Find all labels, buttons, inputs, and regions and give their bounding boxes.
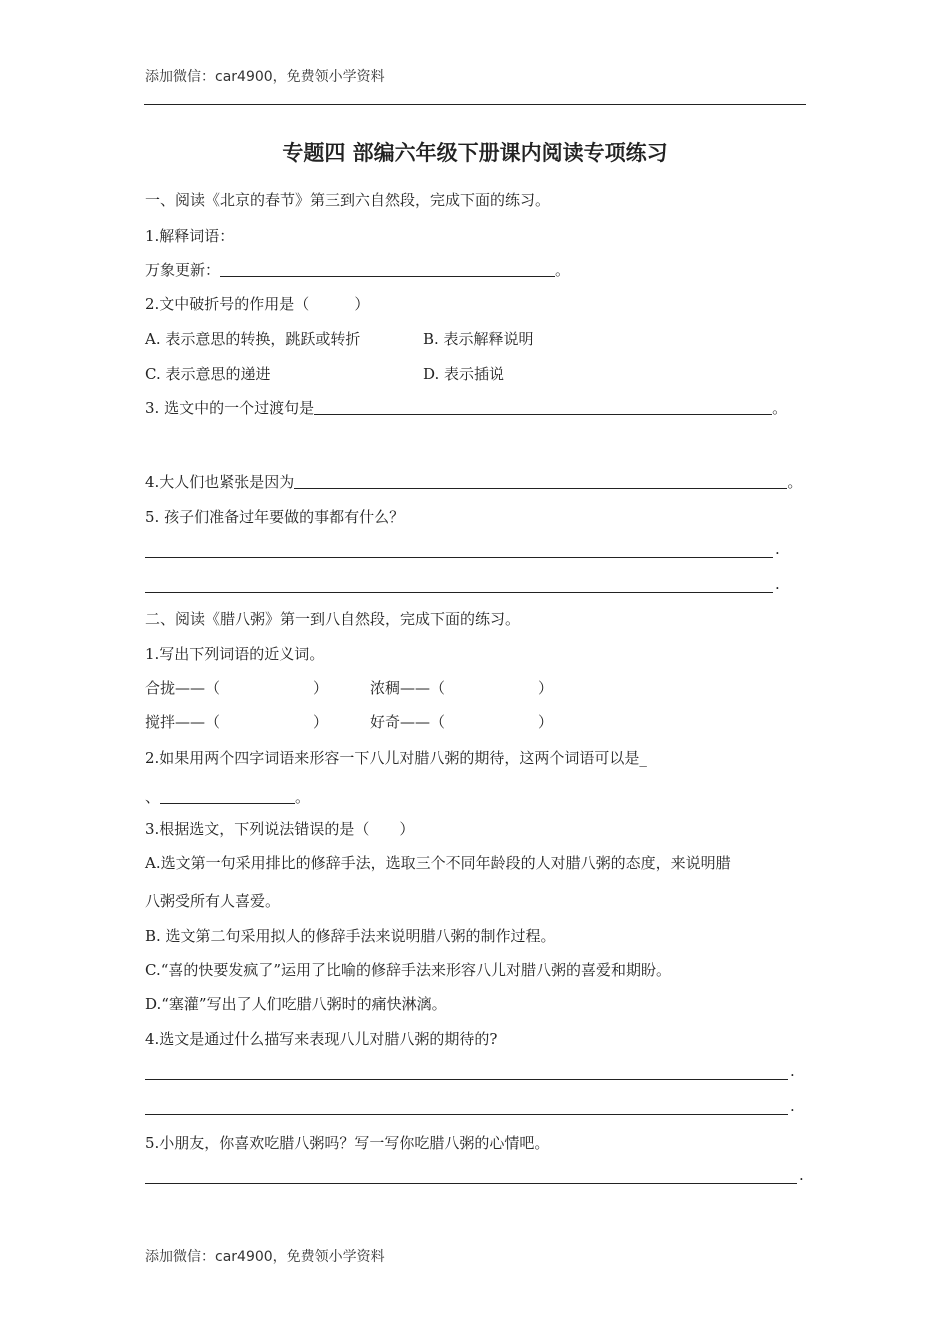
part1-q2-option-c: C. 表示意思的递进 <box>145 365 271 383</box>
line-end-dot: . <box>790 1097 795 1115</box>
part1-q2-option-d: D. 表示插说 <box>423 365 505 383</box>
part1-q4-line <box>145 472 802 492</box>
answer-blank[interactable] <box>314 399 772 415</box>
period: 。 <box>295 788 311 806</box>
answer-line[interactable] <box>145 1183 797 1184</box>
part2-q3-option-d: D.“塞灌”写出了人们吃腊八粥时的痛快淋漓。 <box>145 995 447 1013</box>
part2-q5: 5.小朋友，你喜欢吃腊八粥吗？写一写你吃腊八粥的心情吧。 <box>145 1134 550 1152</box>
answer-blank[interactable] <box>160 788 295 804</box>
part1-q1-line <box>145 260 570 280</box>
period: 。 <box>787 473 803 491</box>
part2-q2: 2.如果用两个四字词语来形容一下八儿对腊八粥的期待，这两个词语可以是_ <box>145 749 647 767</box>
part2-q3-option-a-cont: 八粥受所有人喜爱。 <box>145 892 281 910</box>
part1-q1: 1.解释词语： <box>145 227 235 245</box>
part1-q2-option-a: A. 表示意思的转换，跳跃或转折 <box>145 330 361 348</box>
header-note: 添加微信：car4900，免费领小学资料 <box>145 69 385 85</box>
answer-blank[interactable] <box>220 261 555 277</box>
line-end-dot: . <box>799 1166 804 1184</box>
bracket-close: ） <box>538 679 554 697</box>
part1-q1-word: 万象更新： <box>145 261 221 279</box>
part2-q2-line <box>145 787 310 807</box>
bracket-close: ） <box>313 679 329 697</box>
part2-q3-option-b: B. 选文第二句采用拟人的修辞手法来说明腊八粥的制作过程。 <box>145 927 556 945</box>
part1-q3: 3. 选文中的一个过渡句是 <box>145 399 315 417</box>
answer-line[interactable] <box>145 1114 788 1115</box>
line-end-dot: . <box>775 540 780 558</box>
part2-q1-word3: 搅拌——（ <box>145 713 221 731</box>
part2-q3-option-a: A.选文第一句采用排比的修辞手法，选取三个不同年龄段的人对腊八粥的态度，来说明腊 <box>145 854 731 872</box>
part2-heading: 二、阅读《腊八粥》第一到八自然段，完成下面的练习。 <box>145 610 521 628</box>
part1-q3-line <box>145 398 787 418</box>
part1-q2-option-b: B. 表示解释说明 <box>423 330 534 348</box>
period: 。 <box>555 261 571 279</box>
page-title: 专题四 部编六年级下册课内阅读专项练习 <box>282 141 668 165</box>
footer-note: 添加微信：car4900，免费领小学资料 <box>145 1249 385 1265</box>
answer-line[interactable] <box>145 1079 788 1080</box>
part1-heading: 一、阅读《北京的春节》第三到六自然段，完成下面的练习。 <box>145 191 551 209</box>
part1-q5: 5. 孩子们准备过年要做的事都有什么？ <box>145 508 405 526</box>
bracket-close: ） <box>538 713 554 731</box>
part2-q1-word4: 好奇——（ <box>370 713 446 731</box>
part2-q3: 3.根据选文，下列说法错误的是（ ） <box>145 820 415 838</box>
part1-q4: 4.大人们也紧张是因为 <box>145 473 295 491</box>
part2-q1-word2: 浓稠——（ <box>370 679 446 697</box>
part2-q1: 1.写出下列词语的近义词。 <box>145 645 325 663</box>
separator: 、 <box>145 788 161 806</box>
bracket-close: ） <box>313 713 329 731</box>
part2-q1-word1: 合拢——（ <box>145 679 221 697</box>
answer-blank[interactable] <box>294 473 787 489</box>
part2-q4: 4.选文是通过什么描写来表现八儿对腊八粥的期待的? <box>145 1030 498 1048</box>
answer-line[interactable] <box>145 592 773 593</box>
part1-q2: 2.文中破折号的作用是（ ） <box>145 295 370 313</box>
line-end-dot: . <box>775 575 780 593</box>
line-end-dot: . <box>790 1062 795 1080</box>
part2-q3-option-c: C.“喜的快要发疯了”运用了比喻的修辞手法来形容八儿对腊八粥的喜爱和期盼。 <box>145 961 672 979</box>
period: 。 <box>772 399 788 417</box>
header-divider <box>144 104 806 105</box>
answer-line[interactable] <box>145 557 773 558</box>
